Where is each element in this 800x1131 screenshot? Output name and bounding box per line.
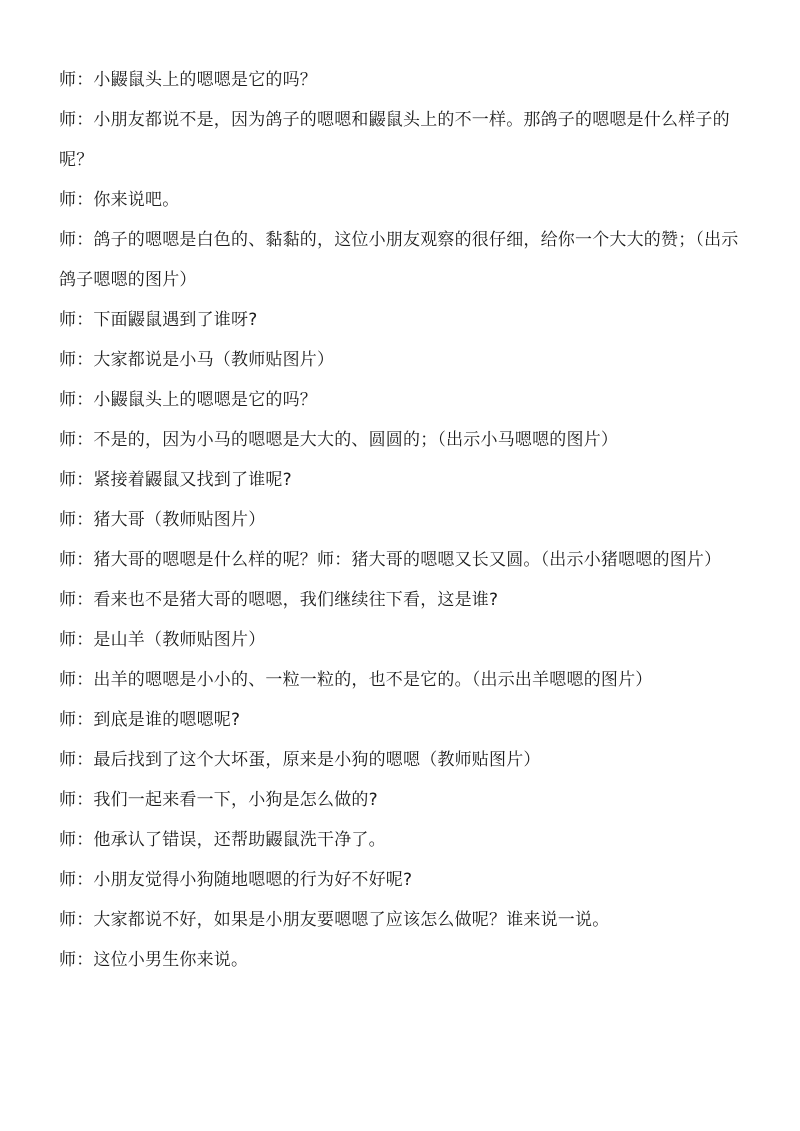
paragraph-9: 师：紧接着鼹鼠又找到了谁呢? [59, 470, 292, 490]
paragraph-14: 师：出羊的嗯嗯是小小的、一粒一粒的，也不是它的。（出示出羊嗯嗯的图片） [59, 670, 653, 690]
paragraph-15: 师：到底是谁的嗯嗯呢? [59, 710, 241, 730]
paragraph-6: 师：大家都说是小马（教师贴图片） [59, 350, 335, 370]
paragraph-16: 师：最后找到了这个大坏蛋，原来是小狗的嗯嗯（教师贴图片） [59, 750, 541, 770]
paragraph-2: 师：小朋友都说不是，因为鸽子的嗯嗯和鼹鼠头上的不一样。那鸽子的嗯嗯是什么样子的呢？ [59, 110, 730, 170]
paragraph-1: 师：小鼹鼠头上的嗯嗯是它的吗？ [59, 70, 317, 90]
paragraph-10: 师：猪大哥（教师贴图片） [59, 510, 266, 530]
paragraph-13: 师：是山羊（教师贴图片） [59, 630, 266, 650]
paragraph-5: 师：下面鼹鼠遇到了谁呀? [59, 310, 258, 330]
paragraph-8: 师：不是的，因为小马的嗯嗯是大大的、圆圆的；（出示小马嗯嗯的图片） [59, 430, 619, 450]
paragraph-12: 师：看来也不是猪大哥的嗯嗯，我们继续往下看，这是谁? [59, 590, 499, 610]
paragraph-7: 师：小鼹鼠头上的嗯嗯是它的吗？ [59, 390, 317, 410]
paragraph-21: 师：这位小男生你来说。 [59, 950, 249, 970]
paragraph-11: 师：猪大哥的嗯嗯是什么样的呢？师：猪大哥的嗯嗯又长又圆。（出示小猪嗯嗯的图片） [59, 550, 722, 570]
paragraph-4: 师：鸽子的嗯嗯是白色的、黏黏的，这位小朋友观察的很仔细，给你一个大大的赞；（出示鸽子嗯嗯的图片） [59, 230, 739, 290]
paragraph-3: 师：你来说吧。 [59, 190, 180, 210]
dialogue-text [59, 60, 749, 980]
paragraph-20: 师：大家都说不好，如果是小朋友要嗯嗯了应该怎么做呢？谁来说一说。 [59, 910, 610, 930]
paragraph-17: 师：我们一起来看一下，小狗是怎么做的? [59, 790, 378, 810]
paragraph-18: 师：他承认了错误，还帮助鼹鼠洗干净了。 [59, 830, 386, 850]
paragraph-19: 师：小朋友觉得小狗随地嗯嗯的行为好不好呢? [59, 870, 413, 890]
